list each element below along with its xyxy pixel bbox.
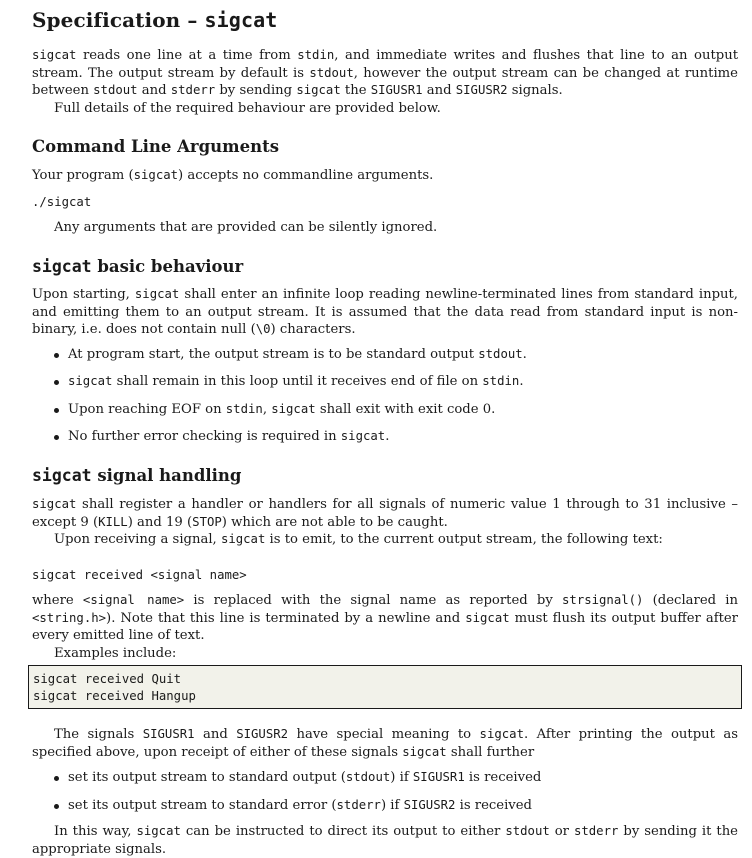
- signal-paragraph-5: The signals SIGUSR1 and SIGUSR2 have special meaning to sigcat. After printing the output as specified above, upon receipt of either of these signals sigcat shall further: [32, 727, 738, 760]
- code-line: sigcat received Hangup: [33, 689, 196, 703]
- signal-paragraph-6: In this way, sigcat can be instructed to direct its output to either stdout or stderr by sending it the appropriate signals.: [32, 824, 738, 857]
- signal-paragraph-1: sigcat shall register a handler or handlers for all signals of numeric value 1 through to 31 inclusive – except 9 (KILL) and 19 (STOP) which are not able to be caught.: [32, 497, 738, 530]
- signal-bullet-2: set its output stream to standard error (stderr) if SIGUSR2 is received: [68, 798, 533, 813]
- basic-paragraph: Upon starting, sigcat shall enter an infinite loop reading newline-terminated lines from standard input, and emitting them to an output stream. It is assumed that the data read from standard input is non-binary, i.e. does not contain null (\0) characters.: [32, 287, 738, 337]
- cli-command: ./sigcat: [32, 195, 92, 209]
- section-heading-cli: Command Line Arguments: [32, 137, 280, 156]
- basic-bullet-2: sigcat shall remain in this loop until it receives end of file on stdin.: [68, 374, 524, 389]
- section-heading-signal: sigcat signal handling: [32, 466, 242, 485]
- signal-format-line: sigcat received <signal name>: [32, 568, 247, 582]
- bullet-dot: [54, 353, 59, 358]
- signal-paragraph-3: where <signal name> is replaced with the signal name as reported by strsignal() (declared in <string.h>). Note that this line is terminated by a newline and sigcat must flush its output buffer after every emitted line of text.: [32, 593, 738, 643]
- examples-label: Examples include:: [54, 646, 177, 661]
- bullet-dot: [54, 776, 59, 781]
- basic-bullet-4: No further error checking is required in sigcat.: [68, 429, 390, 444]
- signal-bullet-1: set its output stream to standard output (stdout) if SIGUSR1 is received: [68, 770, 542, 785]
- basic-bullet-3: Upon reaching EOF on stdin, sigcat shall exit with exit code 0.: [68, 402, 496, 417]
- examples-code-block: [28, 665, 742, 709]
- bullet-dot: [54, 435, 59, 440]
- bullet-dot: [54, 380, 59, 385]
- page-title: Specification – sigcat: [32, 8, 278, 32]
- cli-paragraph: Your program (sigcat) accepts no commandline arguments.: [32, 168, 434, 183]
- code-line: sigcat received Quit: [33, 672, 182, 686]
- cli-ignore-note: Any arguments that are provided can be silently ignored.: [54, 220, 438, 235]
- bullet-dot: [54, 804, 59, 809]
- intro-paragraph: sigcat reads one line at a time from stdin, and immediate writes and flushes that line to an output stream. The output stream by default is stdout, however the output stream can be changed at runtime between stdout and stderr by sending sigcat the SIGUSR1 and SIGUSR2 signals.: [32, 48, 738, 98]
- section-heading-basic: sigcat basic behaviour: [32, 257, 244, 276]
- bullet-dot: [54, 408, 59, 413]
- basic-bullet-1: At program start, the output stream is to be standard output stdout.: [68, 347, 527, 362]
- intro-details-note: Full details of the required behaviour are provided below.: [54, 101, 441, 116]
- signal-paragraph-2: Upon receiving a signal, sigcat is to emit, to the current output stream, the following text:: [54, 532, 663, 547]
